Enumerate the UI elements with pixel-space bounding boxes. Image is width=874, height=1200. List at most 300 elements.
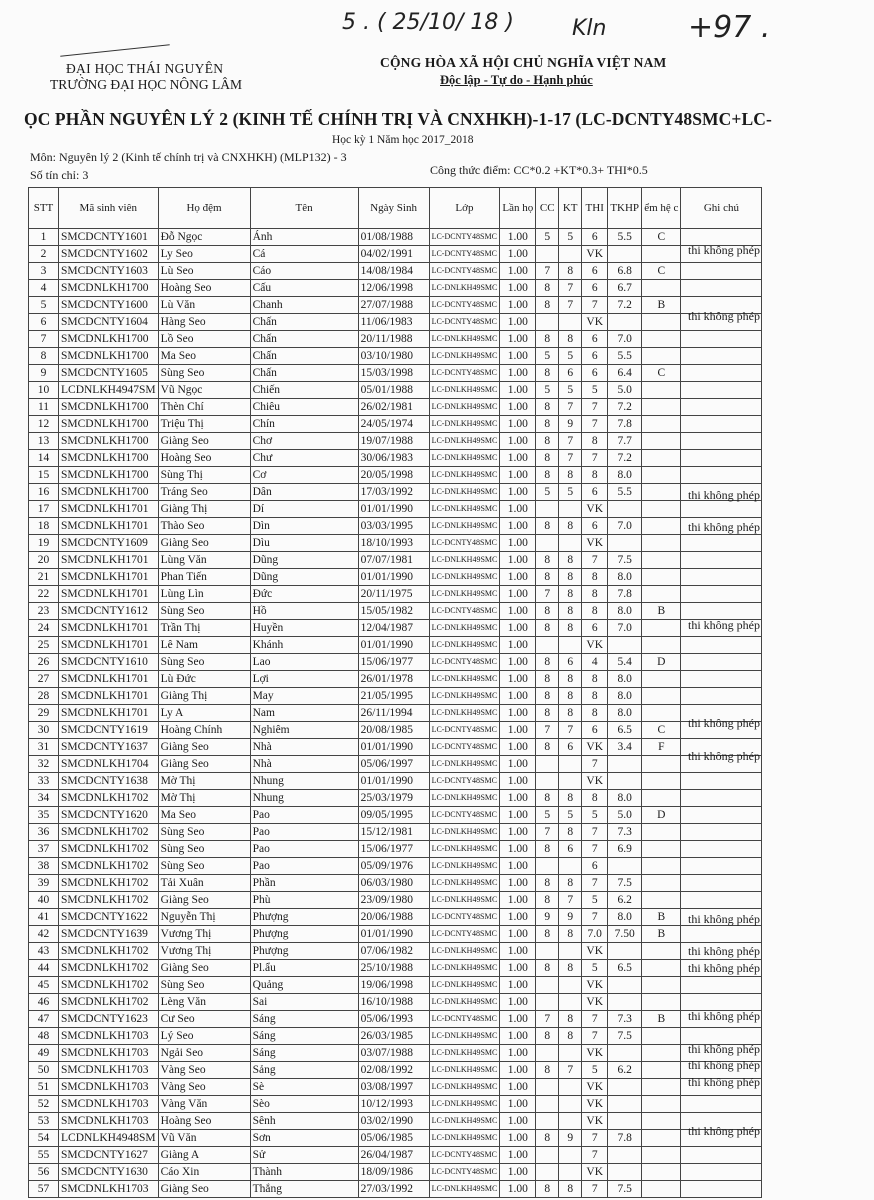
- kt-cell: 6: [559, 739, 582, 756]
- class-cell: LC-DCNTY48SMC: [429, 926, 500, 943]
- kt-cell: 5: [559, 807, 582, 824]
- middle-name-cell: Sùng Seo: [158, 654, 250, 671]
- student-id-cell: SMCDCNTY1600: [59, 297, 159, 314]
- tkhp-cell: 8.0: [608, 569, 642, 586]
- letter-grade-cell: [642, 1130, 681, 1147]
- first-name-cell: Phượng: [250, 926, 358, 943]
- table-row: [29, 756, 762, 773]
- attempt-cell: 1.00: [500, 705, 536, 722]
- note-cell: [681, 331, 762, 348]
- note-cell: [681, 671, 762, 688]
- header-col-cc: CC: [536, 188, 559, 229]
- birth-date-cell: 27/03/1992: [358, 1181, 429, 1198]
- letter-grade-cell: F: [642, 739, 681, 756]
- stt-cell: 35: [29, 807, 59, 824]
- note-text: thi không phép: [688, 1009, 760, 1024]
- thi-cell: 7: [582, 399, 608, 416]
- attempt-cell: 1.00: [500, 552, 536, 569]
- cc-cell: 8: [536, 654, 559, 671]
- first-name-cell: Phượng: [250, 909, 358, 926]
- birth-date-cell: 20/08/1985: [358, 722, 429, 739]
- header-col-student-id: Mã sinh viên: [59, 188, 159, 229]
- header-col-birth-date: Ngày Sinh: [358, 188, 429, 229]
- thi-cell: 5: [582, 892, 608, 909]
- middle-name-cell: Lùng Lìn: [158, 586, 250, 603]
- stt-cell: 33: [29, 773, 59, 790]
- class-cell: LC-DNLKH49SMC: [429, 977, 500, 994]
- tkhp-cell: 8.0: [608, 603, 642, 620]
- first-name-cell: Lao: [250, 654, 358, 671]
- cc-cell: 8: [536, 892, 559, 909]
- thi-cell: 8: [582, 671, 608, 688]
- attempt-cell: 1.00: [500, 1147, 536, 1164]
- first-name-cell: Dí: [250, 501, 358, 518]
- note-text: thi không phép: [688, 1074, 760, 1089]
- class-cell: LC-DNLKH49SMC: [429, 1096, 500, 1113]
- middle-name-cell: Lý Seo: [158, 1028, 250, 1045]
- class-cell: LC-DNLKH49SMC: [429, 1130, 500, 1147]
- class-cell: LC-DNLKH49SMC: [429, 1113, 500, 1130]
- cc-cell: 8: [536, 518, 559, 535]
- birth-date-cell: 15/06/1977: [358, 841, 429, 858]
- stt-cell: 15: [29, 467, 59, 484]
- note-cell: [681, 501, 762, 518]
- stt-cell: 55: [29, 1147, 59, 1164]
- birth-date-cell: 01/01/1990: [358, 501, 429, 518]
- thi-cell: 6: [582, 620, 608, 637]
- tkhp-cell: 3.4: [608, 739, 642, 756]
- thi-cell: VK: [582, 1164, 608, 1181]
- stt-cell: 42: [29, 926, 59, 943]
- tkhp-cell: 8.0: [608, 688, 642, 705]
- tkhp-cell: 8.0: [608, 467, 642, 484]
- cc-cell: 8: [536, 399, 559, 416]
- student-id-cell: SMCDCNTY1623: [59, 1011, 159, 1028]
- stt-cell: 32: [29, 756, 59, 773]
- class-cell: LC-DNLKH49SMC: [429, 552, 500, 569]
- attempt-cell: 1.00: [500, 841, 536, 858]
- middle-name-cell: Ly A: [158, 705, 250, 722]
- student-id-cell: SMCDCNTY1627: [59, 1147, 159, 1164]
- header-col-thi: THI: [582, 188, 608, 229]
- birth-date-cell: 14/08/1984: [358, 263, 429, 280]
- class-cell: LC-DNLKH49SMC: [429, 399, 500, 416]
- tkhp-cell: 6.5: [608, 960, 642, 977]
- class-cell: LC-DNLKH49SMC: [429, 892, 500, 909]
- kt-cell: 8: [559, 569, 582, 586]
- middle-name-cell: Cư Seo: [158, 1011, 250, 1028]
- table-row: [29, 807, 762, 824]
- cc-cell: 8: [536, 739, 559, 756]
- kt-cell: 8: [559, 586, 582, 603]
- class-cell: LC-DCNTY48SMC: [429, 722, 500, 739]
- middle-name-cell: Vàng Văn: [158, 1096, 250, 1113]
- letter-grade-cell: [642, 1079, 681, 1096]
- letter-grade-cell: [642, 1028, 681, 1045]
- tkhp-cell: [608, 943, 642, 960]
- birth-date-cell: 20/06/1988: [358, 909, 429, 926]
- attempt-cell: 1.00: [500, 382, 536, 399]
- table-row: [29, 909, 762, 926]
- birth-date-cell: 26/11/1994: [358, 705, 429, 722]
- kt-cell: 7: [559, 892, 582, 909]
- letter-grade-cell: [642, 484, 681, 501]
- birth-date-cell: 01/01/1990: [358, 637, 429, 654]
- attempt-cell: 1.00: [500, 875, 536, 892]
- middle-name-cell: Thào Seo: [158, 518, 250, 535]
- tkhp-cell: 7.5: [608, 875, 642, 892]
- letter-grade-cell: [642, 841, 681, 858]
- attempt-cell: 1.00: [500, 926, 536, 943]
- header-col-class: Lớp: [429, 188, 500, 229]
- first-name-cell: Cá: [250, 246, 358, 263]
- letter-grade-cell: [642, 399, 681, 416]
- middle-name-cell: Sùng Seo: [158, 858, 250, 875]
- thi-cell: 5: [582, 1062, 608, 1079]
- first-name-cell: Thắng: [250, 1181, 358, 1198]
- letter-grade-cell: B: [642, 909, 681, 926]
- note-cell: [681, 688, 762, 705]
- middle-name-cell: Hoàng Seo: [158, 450, 250, 467]
- stt-cell: 10: [29, 382, 59, 399]
- birth-date-cell: 05/06/1985: [358, 1130, 429, 1147]
- stt-cell: 46: [29, 994, 59, 1011]
- middle-name-cell: Sùng Seo: [158, 841, 250, 858]
- tkhp-cell: 7.2: [608, 450, 642, 467]
- cc-cell: 8: [536, 416, 559, 433]
- student-id-cell: SMCDNLKH1700: [59, 416, 159, 433]
- attempt-cell: 1.00: [500, 722, 536, 739]
- note-cell: [681, 824, 762, 841]
- student-id-cell: SMCDCNTY1630: [59, 1164, 159, 1181]
- middle-name-cell: Mờ Thị: [158, 790, 250, 807]
- note-cell: [681, 1181, 762, 1198]
- student-id-cell: SMCDNLKH1700: [59, 433, 159, 450]
- cc-cell: 8: [536, 603, 559, 620]
- tkhp-cell: [608, 1079, 642, 1096]
- letter-grade-cell: [642, 756, 681, 773]
- attempt-cell: 1.00: [500, 1113, 536, 1130]
- middle-name-cell: Lèng Văn: [158, 994, 250, 1011]
- attempt-cell: 1.00: [500, 280, 536, 297]
- tkhp-cell: [608, 994, 642, 1011]
- stt-cell: 54: [29, 1130, 59, 1147]
- table-row: [29, 671, 762, 688]
- student-id-cell: SMCDNLKH1702: [59, 841, 159, 858]
- note-cell: [681, 569, 762, 586]
- table-row: [29, 841, 762, 858]
- thi-cell: 6: [582, 518, 608, 535]
- attempt-cell: 1.00: [500, 501, 536, 518]
- attempt-cell: 1.00: [500, 535, 536, 552]
- student-id-cell: SMCDNLKH1703: [59, 1045, 159, 1062]
- cc-cell: 8: [536, 1181, 559, 1198]
- note-text: thi không phép: [688, 618, 760, 633]
- class-cell: LC-DNLKH49SMC: [429, 280, 500, 297]
- middle-name-cell: Giàng Thị: [158, 688, 250, 705]
- letter-grade-cell: [642, 1147, 681, 1164]
- kt-cell: 5: [559, 348, 582, 365]
- middle-name-cell: Giàng Seo: [158, 739, 250, 756]
- birth-date-cell: 19/06/1998: [358, 977, 429, 994]
- birth-date-cell: 05/01/1988: [358, 382, 429, 399]
- table-row: [29, 433, 762, 450]
- letter-grade-cell: [642, 586, 681, 603]
- birth-date-cell: 20/11/1988: [358, 331, 429, 348]
- cc-cell: 8: [536, 280, 559, 297]
- middle-name-cell: Hoàng Chính: [158, 722, 250, 739]
- birth-date-cell: 12/06/1998: [358, 280, 429, 297]
- stt-cell: 53: [29, 1113, 59, 1130]
- attempt-cell: 1.00: [500, 824, 536, 841]
- thi-cell: 7: [582, 1130, 608, 1147]
- stt-cell: 12: [29, 416, 59, 433]
- attempt-cell: 1.00: [500, 960, 536, 977]
- letter-grade-cell: [642, 824, 681, 841]
- letter-grade-cell: [642, 348, 681, 365]
- thi-cell: VK: [582, 1045, 608, 1062]
- kt-cell: [559, 535, 582, 552]
- tkhp-cell: 6.5: [608, 722, 642, 739]
- table-row: [29, 1011, 762, 1028]
- attempt-cell: 1.00: [500, 756, 536, 773]
- attempt-cell: 1.00: [500, 348, 536, 365]
- middle-name-cell: Ma Seo: [158, 807, 250, 824]
- stt-cell: 20: [29, 552, 59, 569]
- grade-table: [28, 187, 762, 1198]
- cc-cell: [536, 1045, 559, 1062]
- middle-name-cell: Sùng Thị: [158, 467, 250, 484]
- class-cell: LC-DNLKH49SMC: [429, 960, 500, 977]
- table-row: [29, 535, 762, 552]
- cc-cell: 8: [536, 841, 559, 858]
- letter-grade-cell: [642, 671, 681, 688]
- class-cell: LC-DNLKH49SMC: [429, 1181, 500, 1198]
- kt-cell: 8: [559, 518, 582, 535]
- class-cell: LC-DCNTY48SMC: [429, 739, 500, 756]
- thi-cell: 8: [582, 467, 608, 484]
- note-cell: [681, 433, 762, 450]
- class-cell: LC-DCNTY48SMC: [429, 365, 500, 382]
- kt-cell: 8: [559, 1028, 582, 1045]
- student-id-cell: SMCDNLKH1701: [59, 501, 159, 518]
- birth-date-cell: 23/09/1980: [358, 892, 429, 909]
- thi-cell: 6: [582, 365, 608, 382]
- first-name-cell: Chơ: [250, 433, 358, 450]
- stt-cell: 18: [29, 518, 59, 535]
- kt-cell: 9: [559, 909, 582, 926]
- class-cell: LC-DCNTY48SMC: [429, 654, 500, 671]
- kt-cell: [559, 314, 582, 331]
- first-name-cell: Thành: [250, 1164, 358, 1181]
- tkhp-cell: 6.8: [608, 263, 642, 280]
- thi-cell: VK: [582, 246, 608, 263]
- letter-grade-cell: [642, 1045, 681, 1062]
- tkhp-cell: 7.0: [608, 331, 642, 348]
- tkhp-cell: 7.7: [608, 433, 642, 450]
- student-id-cell: SMCDNLKH1701: [59, 688, 159, 705]
- stt-cell: 43: [29, 943, 59, 960]
- class-cell: LC-DNLKH49SMC: [429, 416, 500, 433]
- first-name-cell: Nhà: [250, 739, 358, 756]
- kt-cell: 6: [559, 365, 582, 382]
- cc-cell: 9: [536, 909, 559, 926]
- cc-cell: 8: [536, 620, 559, 637]
- class-cell: LC-DCNTY48SMC: [429, 297, 500, 314]
- middle-name-cell: Thèn Chí: [158, 399, 250, 416]
- table-row: [29, 1045, 762, 1062]
- middle-name-cell: Lồ Seo: [158, 331, 250, 348]
- student-id-cell: SMCDCNTY1637: [59, 739, 159, 756]
- stt-cell: 36: [29, 824, 59, 841]
- attempt-cell: 1.00: [500, 467, 536, 484]
- student-id-cell: SMCDCNTY1604: [59, 314, 159, 331]
- middle-name-cell: Lù Seo: [158, 263, 250, 280]
- first-name-cell: Sáng: [250, 1011, 358, 1028]
- first-name-cell: Nhung: [250, 773, 358, 790]
- first-name-cell: Chấn: [250, 348, 358, 365]
- letter-grade-cell: [642, 620, 681, 637]
- letter-grade-cell: [642, 280, 681, 297]
- cc-cell: [536, 246, 559, 263]
- middle-name-cell: Cáo Xin: [158, 1164, 250, 1181]
- thi-cell: 6: [582, 722, 608, 739]
- republic-heading: CỘNG HÒA XÃ HỘI CHỦ NGHĨA VIỆT NAM: [380, 55, 667, 70]
- cc-cell: 7: [536, 1011, 559, 1028]
- class-cell: LC-DNLKH49SMC: [429, 790, 500, 807]
- thi-cell: 7: [582, 841, 608, 858]
- note-cell: [681, 654, 762, 671]
- birth-date-cell: 24/05/1974: [358, 416, 429, 433]
- thi-cell: 7: [582, 416, 608, 433]
- first-name-cell: Chấn: [250, 314, 358, 331]
- cc-cell: [536, 1079, 559, 1096]
- note-cell: [681, 399, 762, 416]
- attempt-cell: 1.00: [500, 1079, 536, 1096]
- first-name-cell: Chín: [250, 416, 358, 433]
- note-cell: [681, 773, 762, 790]
- attempt-cell: 1.00: [500, 1028, 536, 1045]
- stt-cell: 49: [29, 1045, 59, 1062]
- cc-cell: [536, 314, 559, 331]
- cc-cell: 7: [536, 586, 559, 603]
- first-name-cell: Dũng: [250, 552, 358, 569]
- class-cell: LC-DNLKH49SMC: [429, 756, 500, 773]
- note-text: thi không phép: [688, 1058, 760, 1073]
- middle-name-cell: Ma Seo: [158, 348, 250, 365]
- note-text: thi không phép: [688, 716, 760, 730]
- student-id-cell: SMCDCNTY1605: [59, 365, 159, 382]
- kt-cell: 8: [559, 331, 582, 348]
- kt-cell: 7: [559, 433, 582, 450]
- handwritten-signature: Kln: [572, 16, 607, 41]
- birth-date-cell: 15/06/1977: [358, 654, 429, 671]
- letter-grade-cell: B: [642, 1011, 681, 1028]
- stt-cell: 21: [29, 569, 59, 586]
- thi-cell: 7: [582, 1181, 608, 1198]
- letter-grade-cell: C: [642, 263, 681, 280]
- student-id-cell: SMCDNLKH1702: [59, 977, 159, 994]
- table-row: [29, 416, 762, 433]
- attempt-cell: 1.00: [500, 637, 536, 654]
- note-text: thi không phép: [688, 308, 760, 323]
- note-cell: [681, 382, 762, 399]
- cc-cell: 8: [536, 297, 559, 314]
- table-row: [29, 637, 762, 654]
- class-cell: LC-DNLKH49SMC: [429, 382, 500, 399]
- tkhp-cell: [608, 501, 642, 518]
- student-id-cell: SMCDNLKH1700: [59, 467, 159, 484]
- letter-grade-cell: [642, 552, 681, 569]
- student-id-cell: SMCDCNTY1619: [59, 722, 159, 739]
- student-id-cell: SMCDNLKH1701: [59, 586, 159, 603]
- middle-name-cell: Trần Thị: [158, 620, 250, 637]
- kt-cell: [559, 977, 582, 994]
- birth-date-cell: 21/05/1995: [358, 688, 429, 705]
- thi-cell: VK: [582, 1096, 608, 1113]
- cc-cell: [536, 1096, 559, 1113]
- birth-date-cell: 26/02/1981: [358, 399, 429, 416]
- middle-name-cell: Phan Tiến: [158, 569, 250, 586]
- first-name-cell: Cấu: [250, 280, 358, 297]
- header-col-first-name: Tên: [250, 188, 358, 229]
- header-col-stt: STT: [29, 188, 59, 229]
- table-row: [29, 739, 762, 756]
- first-name-cell: Sèo: [250, 1096, 358, 1113]
- kt-cell: 6: [559, 841, 582, 858]
- student-id-cell: SMCDCNTY1610: [59, 654, 159, 671]
- birth-date-cell: 01/01/1990: [358, 569, 429, 586]
- stt-cell: 8: [29, 348, 59, 365]
- cc-cell: 8: [536, 1062, 559, 1079]
- first-name-cell: Sơn: [250, 1130, 358, 1147]
- kt-cell: 8: [559, 875, 582, 892]
- class-cell: LC-DNLKH49SMC: [429, 1045, 500, 1062]
- student-id-cell: SMCDNLKH1703: [59, 1062, 159, 1079]
- table-row: [29, 297, 762, 314]
- attempt-cell: 1.00: [500, 1130, 536, 1147]
- table-row: [29, 263, 762, 280]
- letter-grade-cell: [642, 501, 681, 518]
- tkhp-cell: [608, 1147, 642, 1164]
- kt-cell: [559, 637, 582, 654]
- student-id-cell: LCDNLKH4947SM: [59, 382, 159, 399]
- letter-grade-cell: [642, 943, 681, 960]
- stt-cell: 28: [29, 688, 59, 705]
- stt-cell: 37: [29, 841, 59, 858]
- first-name-cell: Pao: [250, 841, 358, 858]
- first-name-cell: Ánh: [250, 229, 358, 246]
- thi-cell: 6: [582, 229, 608, 246]
- birth-date-cell: 03/03/1995: [358, 518, 429, 535]
- cc-cell: [536, 756, 559, 773]
- kt-cell: 8: [559, 790, 582, 807]
- class-cell: LC-DNLKH49SMC: [429, 1062, 500, 1079]
- table-body: [29, 229, 762, 1198]
- note-text: thi không phép: [688, 520, 760, 535]
- kt-cell: 7: [559, 1062, 582, 1079]
- thi-cell: 6: [582, 858, 608, 875]
- stt-cell: 3: [29, 263, 59, 280]
- birth-date-cell: 26/04/1987: [358, 1147, 429, 1164]
- table-row: [29, 450, 762, 467]
- thi-cell: 6: [582, 263, 608, 280]
- first-name-cell: Nhà: [250, 756, 358, 773]
- stt-cell: 30: [29, 722, 59, 739]
- table-row: [29, 1130, 762, 1147]
- student-id-cell: SMCDNLKH1702: [59, 892, 159, 909]
- kt-cell: [559, 1096, 582, 1113]
